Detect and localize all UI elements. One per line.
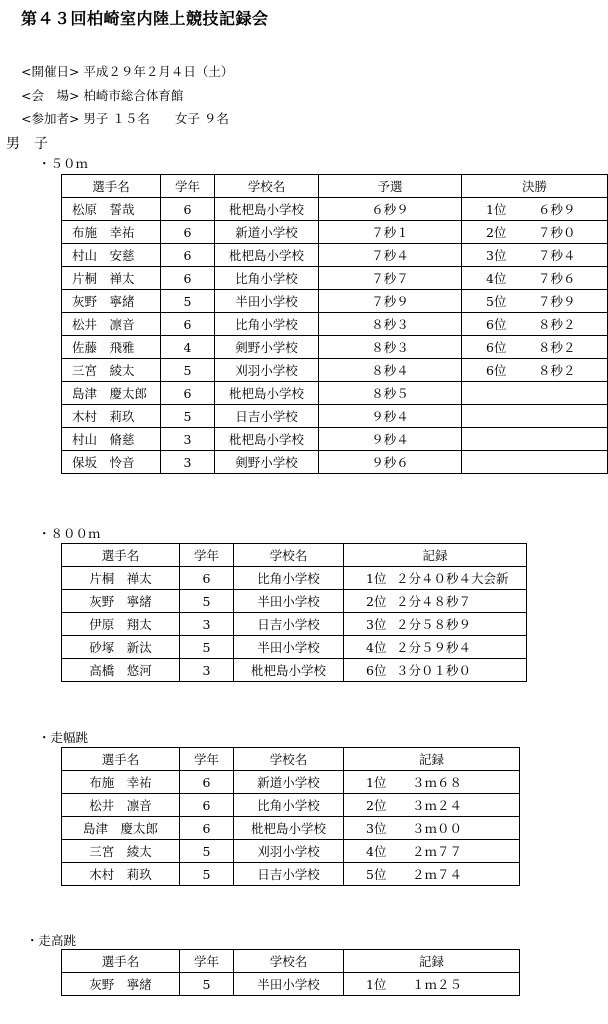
final-rank: 6位 (486, 340, 507, 355)
section-50m-label: ・５０ｍ (38, 156, 89, 171)
final-time: ６秒９ (538, 202, 576, 217)
header-name: 選手名 (62, 950, 180, 973)
athlete-name: 島津 慶太郎 (62, 817, 180, 840)
school-cell: 半田小学校 (234, 636, 344, 659)
school-cell: 枇杷島小学校 (215, 428, 319, 451)
record-value: ２分４０秒４大会新 (396, 571, 509, 586)
athlete-name: 村山 脩慈 (62, 428, 161, 451)
header-grade: 学年 (180, 544, 234, 567)
grade-cell: 5 (161, 359, 215, 382)
athlete-name: 片桐 禅太 (62, 567, 180, 590)
athlete-name: 高橋 悠河 (62, 659, 180, 682)
final-rank: 1位 (486, 202, 507, 217)
final-time: ７秒０ (538, 225, 576, 240)
grade-cell: 5 (180, 863, 234, 886)
record-cell (344, 659, 527, 682)
athlete-name: 松井 凛音 (62, 794, 180, 817)
prelim-cell: ７秒７ (319, 267, 462, 290)
record-rank: 1位 (366, 571, 387, 586)
grade-cell: 6 (180, 567, 234, 590)
table-row (62, 198, 608, 221)
record-value: ３ｍ６８ (412, 775, 463, 790)
table-row (62, 405, 608, 428)
final-cell (462, 267, 608, 290)
record-rank: 3位 (366, 821, 387, 836)
grade-cell: 6 (180, 817, 234, 840)
athlete-name: 灰野 寧緒 (62, 973, 180, 996)
record-rank: 6位 (366, 663, 387, 678)
meta-participants: <参加者> 男子 １５名 女子 ９名 (21, 111, 229, 126)
final-time: ８秒２ (538, 317, 576, 332)
school-cell: 比角小学校 (215, 313, 319, 336)
table-row (62, 863, 520, 886)
section-long-jump-label: ・走幅跳 (38, 730, 89, 745)
table-header-row (62, 950, 520, 973)
school-cell: 枇杷島小学校 (234, 659, 344, 682)
table-row (62, 336, 608, 359)
school-cell: 半田小学校 (234, 590, 344, 613)
school-cell: 刈羽小学校 (234, 840, 344, 863)
table-row (62, 290, 608, 313)
final-cell (462, 336, 608, 359)
header-school: 学校名 (234, 544, 344, 567)
athlete-name: 木村 莉玖 (62, 405, 161, 428)
grade-cell: 6 (161, 198, 215, 221)
final-cell (462, 313, 608, 336)
prelim-cell: ７秒４ (319, 244, 462, 267)
final-cell (462, 221, 608, 244)
final-cell (462, 382, 608, 405)
prelim-cell: ８秒３ (319, 336, 462, 359)
prelim-cell: ６秒９ (319, 198, 462, 221)
final-time: ７秒９ (538, 294, 576, 309)
grade-cell: 5 (180, 590, 234, 613)
athlete-name: 灰野 寧緒 (62, 290, 161, 313)
table-row (62, 817, 520, 840)
grade-cell: 5 (180, 840, 234, 863)
final-rank: 4位 (486, 271, 507, 286)
school-cell: 新道小学校 (234, 771, 344, 794)
record-value: １ｍ２５ (412, 977, 463, 992)
grade-cell: 3 (161, 428, 215, 451)
header-grade: 学年 (180, 950, 234, 973)
school-cell: 剣野小学校 (215, 336, 319, 359)
page-title: 第４３回柏崎室内陸上競技記録会 (21, 9, 269, 28)
record-value: ２分５９秒４ (396, 640, 472, 655)
final-cell (462, 290, 608, 313)
table-800m (61, 543, 527, 682)
athlete-name: 松原 誓哉 (62, 198, 161, 221)
school-cell: 半田小学校 (234, 973, 344, 996)
header-record: 記録 (344, 544, 527, 567)
athlete-name: 島津 慶太郎 (62, 382, 161, 405)
record-value: ３分０１秒０ (396, 663, 472, 678)
athlete-name: 砂塚 新汰 (62, 636, 180, 659)
school-cell: 枇杷島小学校 (234, 817, 344, 840)
school-cell: 枇杷島小学校 (215, 382, 319, 405)
record-cell (344, 590, 527, 613)
final-time: ８秒２ (538, 363, 576, 378)
school-cell: 刈羽小学校 (215, 359, 319, 382)
school-cell: 比角小学校 (215, 267, 319, 290)
grade-cell: 6 (161, 382, 215, 405)
final-rank: 3位 (486, 248, 507, 263)
athlete-name: 三宮 綾太 (62, 840, 180, 863)
grade-cell: 6 (180, 794, 234, 817)
school-cell: 半田小学校 (215, 290, 319, 313)
athlete-name: 木村 莉玖 (62, 863, 180, 886)
header-name: 選手名 (62, 175, 161, 198)
record-rank: 4位 (366, 844, 387, 859)
final-cell (462, 451, 608, 474)
school-cell: 比角小学校 (234, 794, 344, 817)
table-row (62, 973, 520, 996)
header-final: 決勝 (462, 175, 608, 198)
grade-cell: 4 (161, 336, 215, 359)
table-row (62, 567, 527, 590)
table-row (62, 613, 527, 636)
record-cell (344, 771, 520, 794)
table-row (62, 244, 608, 267)
grade-cell: 3 (180, 613, 234, 636)
record-cell (344, 794, 520, 817)
grade-cell: 6 (180, 771, 234, 794)
record-value: ２ｍ７７ (412, 844, 463, 859)
table-row (62, 221, 608, 244)
record-cell (344, 840, 520, 863)
school-cell: 日吉小学校 (234, 863, 344, 886)
final-rank: 5位 (486, 294, 507, 309)
header-school: 学校名 (215, 175, 319, 198)
record-value: ３ｍ２４ (412, 798, 463, 813)
record-rank: 5位 (366, 867, 387, 882)
athlete-name: 三宮 綾太 (62, 359, 161, 382)
table-row (62, 659, 527, 682)
header-record: 記録 (344, 950, 520, 973)
school-cell: 剣野小学校 (215, 451, 319, 474)
final-time: ７秒４ (538, 248, 576, 263)
meta-date: <開催日> 平成２９年２月４日（土） (21, 64, 234, 79)
table-row (62, 267, 608, 290)
header-record: 記録 (344, 748, 520, 771)
grade-cell: 6 (161, 244, 215, 267)
record-value: ２分５８秒９ (396, 617, 472, 632)
athlete-name: 佐藤 飛雅 (62, 336, 161, 359)
record-cell (344, 863, 520, 886)
athlete-name: 伊原 翔太 (62, 613, 180, 636)
grade-cell: 6 (161, 221, 215, 244)
grade-cell: 6 (161, 267, 215, 290)
grade-cell: 5 (180, 636, 234, 659)
table-high-jump (61, 949, 520, 996)
prelim-cell: ７秒９ (319, 290, 462, 313)
athlete-name: 保坂 怜音 (62, 451, 161, 474)
header-name: 選手名 (62, 748, 180, 771)
table-header-row (62, 175, 608, 198)
header-name: 選手名 (62, 544, 180, 567)
header-school: 学校名 (234, 748, 344, 771)
athlete-name: 布施 幸祐 (62, 771, 180, 794)
record-rank: 1位 (366, 775, 387, 790)
table-row (62, 313, 608, 336)
final-time: ７秒６ (538, 271, 576, 286)
grade-cell: 5 (180, 973, 234, 996)
header-prelim: 予選 (319, 175, 462, 198)
table-row (62, 451, 608, 474)
school-cell: 比角小学校 (234, 567, 344, 590)
table-row (62, 359, 608, 382)
table-header-row (62, 544, 527, 567)
table-row (62, 840, 520, 863)
final-rank: 6位 (486, 317, 507, 332)
record-rank: 2位 (366, 798, 387, 813)
table-header-row (62, 748, 520, 771)
grade-cell: 3 (161, 451, 215, 474)
grade-cell: 5 (161, 405, 215, 428)
prelim-cell: ８秒５ (319, 382, 462, 405)
school-cell: 日吉小学校 (234, 613, 344, 636)
header-grade: 学年 (161, 175, 215, 198)
final-cell (462, 428, 608, 451)
final-time: ８秒２ (538, 340, 576, 355)
school-cell: 新道小学校 (215, 221, 319, 244)
final-cell (462, 405, 608, 428)
athlete-name: 村山 安慈 (62, 244, 161, 267)
table-row (62, 794, 520, 817)
grade-cell: 3 (180, 659, 234, 682)
record-cell (344, 973, 520, 996)
record-rank: 4位 (366, 640, 387, 655)
gender-heading: 男 子 (6, 136, 48, 152)
record-cell (344, 636, 527, 659)
athlete-name: 布施 幸祐 (62, 221, 161, 244)
prelim-cell: ８秒３ (319, 313, 462, 336)
final-rank: 6位 (486, 363, 507, 378)
athlete-name: 松井 凛音 (62, 313, 161, 336)
section-800m-label: ・８００ｍ (38, 526, 101, 541)
section-high-jump-label: ・走高跳 (26, 933, 77, 948)
record-rank: 3位 (366, 617, 387, 632)
grade-cell: 5 (161, 290, 215, 313)
header-school: 学校名 (234, 950, 344, 973)
prelim-cell: ９秒４ (319, 405, 462, 428)
record-value: ３ｍ００ (412, 821, 463, 836)
grade-cell: 6 (161, 313, 215, 336)
meta-venue: <会 場> 柏崎市総合体育館 (21, 88, 184, 103)
record-cell (344, 817, 520, 840)
final-cell (462, 244, 608, 267)
record-rank: 1位 (366, 977, 387, 992)
final-rank: 2位 (486, 225, 507, 240)
school-cell: 枇杷島小学校 (215, 244, 319, 267)
prelim-cell: ９秒６ (319, 451, 462, 474)
prelim-cell: ７秒１ (319, 221, 462, 244)
header-grade: 学年 (180, 748, 234, 771)
school-cell: 日吉小学校 (215, 405, 319, 428)
table-row (62, 382, 608, 405)
prelim-cell: ９秒４ (319, 428, 462, 451)
school-cell: 枇杷島小学校 (215, 198, 319, 221)
table-row (62, 636, 527, 659)
prelim-cell: ８秒４ (319, 359, 462, 382)
table-50m (61, 174, 608, 474)
table-row (62, 771, 520, 794)
athlete-name: 片桐 禅太 (62, 267, 161, 290)
final-cell (462, 198, 608, 221)
record-cell (344, 613, 527, 636)
record-value: ２分４８秒７ (396, 594, 472, 609)
table-row (62, 428, 608, 451)
table-long-jump (61, 747, 520, 886)
record-value: ２ｍ７４ (412, 867, 463, 882)
record-rank: 2位 (366, 594, 387, 609)
table-row (62, 590, 527, 613)
athlete-name: 灰野 寧緒 (62, 590, 180, 613)
record-cell (344, 567, 527, 590)
final-cell (462, 359, 608, 382)
